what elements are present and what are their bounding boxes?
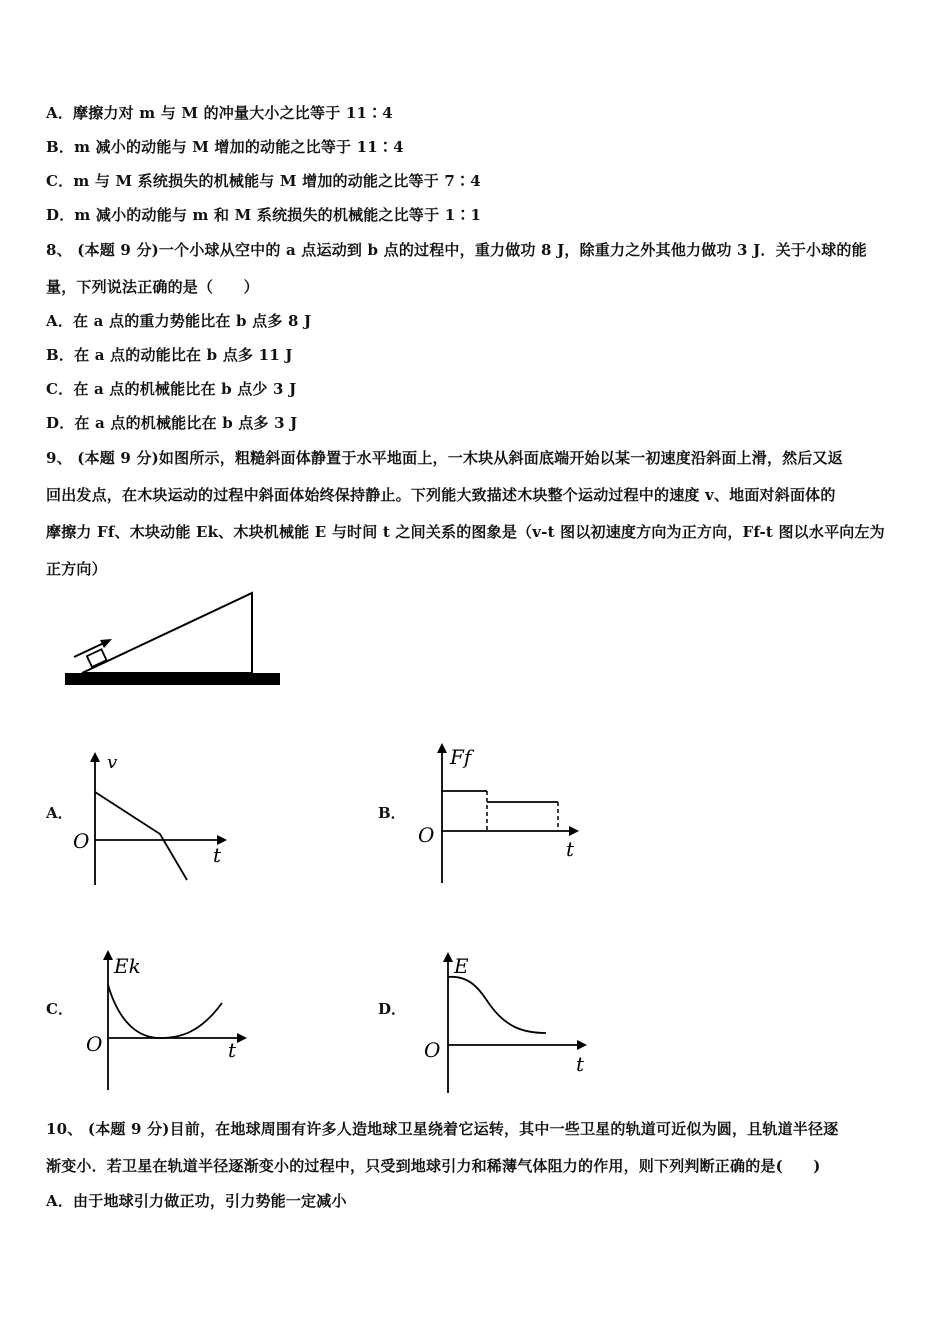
incline-diagram	[60, 585, 285, 695]
graph-a-curve	[95, 792, 187, 880]
q7-option-d: D．m 减小的动能与 m 和 M 系统损失的机械能之比等于 1∶1	[46, 206, 482, 224]
graph-a-velocity	[65, 750, 235, 890]
incline-wedge	[82, 593, 252, 673]
q9-stem-line-2: 回出发点，在木块运动的过程中斜面体始终保持静止。下列能大致描述木块整个运动过程中的速度 v、地面对斜面体的	[46, 486, 836, 504]
q8-option-a: A．在 a 点的重力势能比在 b 点多 8 J	[46, 312, 312, 330]
graph-d-curve	[448, 977, 546, 1033]
graph-b-origin: O	[418, 823, 435, 847]
graph-b-y-label: Ff	[450, 745, 472, 769]
q7-option-a: A．摩擦力对 m 与 M 的冲量大小之比等于 11∶4	[46, 104, 393, 122]
graph-b-x-label: t	[566, 837, 575, 861]
q7-option-b: B．m 减小的动能与 M 增加的动能之比等于 11∶4	[46, 138, 404, 156]
graph-c-origin: O	[86, 1032, 103, 1056]
q10-stem-line-1: 10、 (本题 9 分)目前，在地球周围有许多人造地球卫星绕着它运转，其中一些卫星的轨道可近似为圆，且轨道半径逐	[46, 1120, 839, 1138]
q8-stem-line-2: 量，下列说法正确的是（ ）	[46, 278, 259, 296]
graph-d-mechanical-energy	[418, 945, 598, 1095]
q8-option-b: B．在 a 点的动能比在 b 点多 11 J	[46, 346, 293, 364]
graph-c-x-label: t	[228, 1038, 237, 1062]
q9-option-a-label: A．	[46, 804, 73, 822]
graph-c-y-label: Ek	[114, 954, 141, 978]
q8-option-d: D．在 a 点的机械能比在 b 点多 3 J	[46, 414, 298, 432]
q9-stem-line-1: 9、 (本题 9 分)如图所示，粗糙斜面体静置于水平地面上，一木块从斜面底端开始以某一初速度沿斜面上滑，然后又返	[46, 449, 843, 467]
graph-b-friction	[412, 738, 592, 888]
q9-option-b-label: B．	[378, 804, 406, 822]
graph-d-y-label: E	[454, 954, 469, 978]
q8-stem-line-1: 8、 (本题 9 分)一个小球从空中的 a 点运动到 b 点的过程中，重力做功 8 J，除重力之外其他力做功 3 J．关于小球的能	[46, 241, 867, 259]
q8-option-c: C．在 a 点的机械能比在 b 点少 3 J	[46, 380, 297, 398]
q7-option-c: C．m 与 M 系统损失的机械能与 M 增加的动能之比等于 7∶4	[46, 172, 481, 190]
graph-a-y-label: v	[107, 752, 118, 773]
ground-surface	[65, 673, 280, 685]
graph-d-x-label: t	[576, 1052, 585, 1076]
graph-c-curve	[108, 985, 222, 1038]
graph-a-origin: O	[73, 829, 90, 853]
q10-option-a: A．由于地球引力做正功，引力势能一定减小	[46, 1192, 347, 1210]
graph-c-kinetic-energy	[80, 945, 250, 1095]
graph-d-origin: O	[424, 1038, 441, 1062]
q9-option-d-label: D．	[378, 1000, 407, 1018]
q9-stem-line-4: 正方向）	[46, 560, 107, 578]
sliding-block	[87, 649, 107, 667]
q9-option-c-label: C．	[46, 1000, 73, 1018]
q10-stem-line-2: 渐变小．若卫星在轨道半径逐渐变小的过程中，只受到地球引力和稀薄气体阻力的作用，则下列判断正确的是( )	[46, 1157, 821, 1175]
q9-stem-line-3: 摩擦力 Ff、木块动能 Ek、木块机械能 E 与时间 t 之间关系的图象是（v-t 图以初速度方向为正方向，Ff-t 图以水平向左为	[46, 523, 885, 541]
graph-a-x-label: t	[213, 843, 222, 867]
